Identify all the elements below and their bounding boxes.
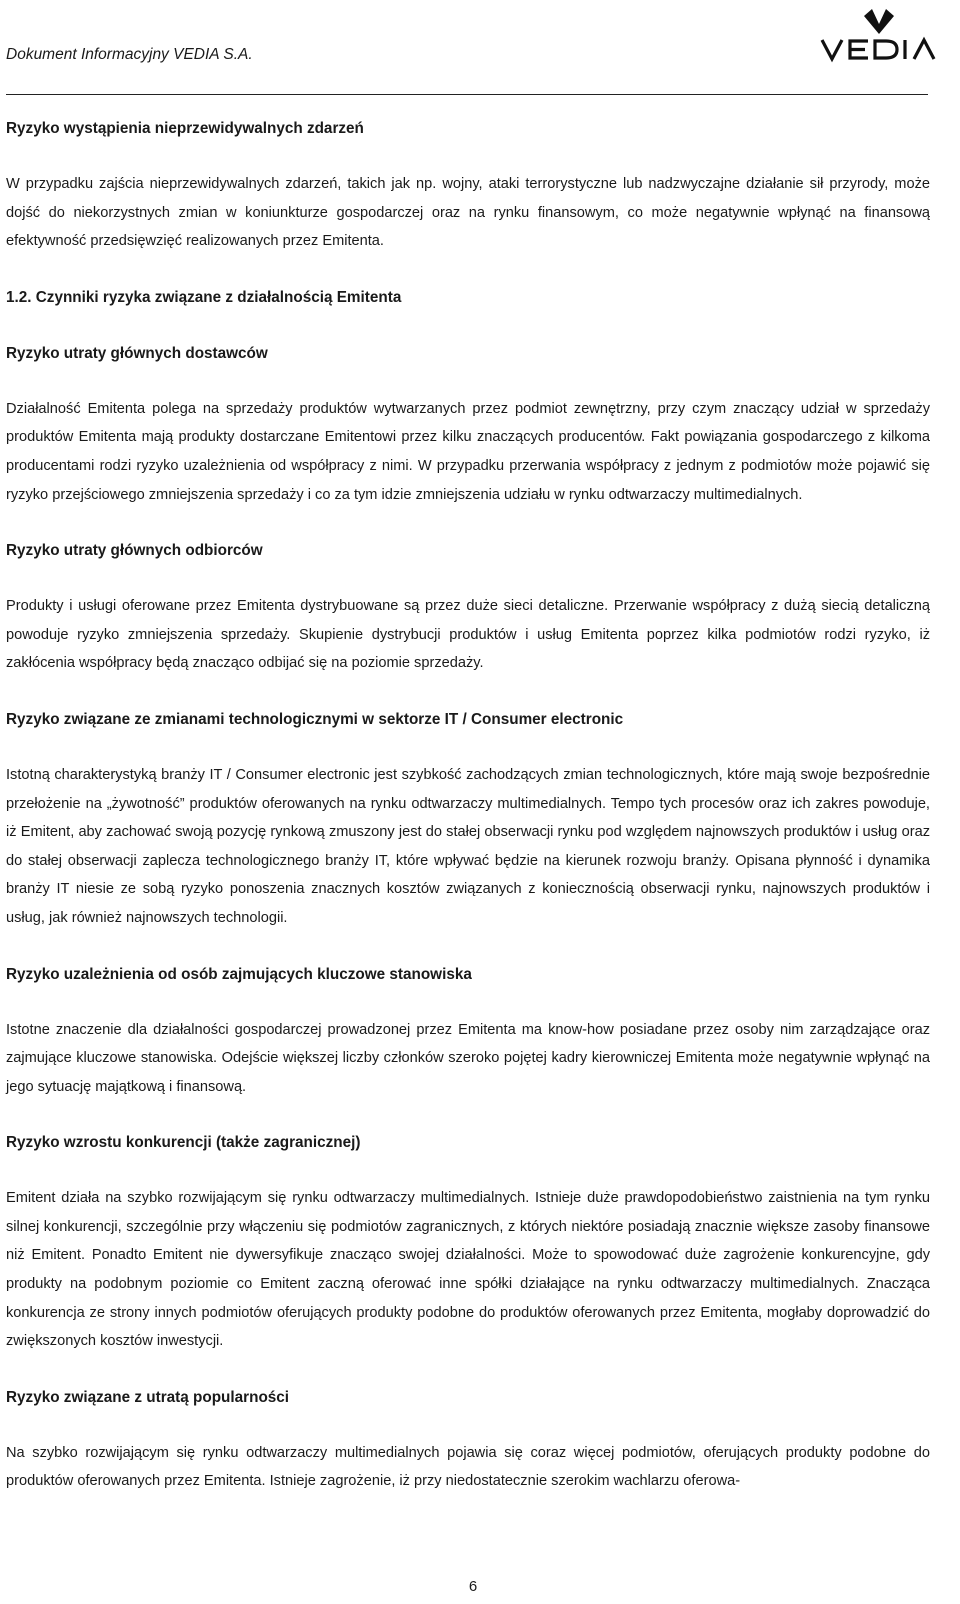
section-customers <box>6 536 930 678</box>
section-competition <box>6 1128 930 1356</box>
section-paragraph: Działalność Emitenta polega na sprzedaży produktów wytwarzanych przez podmiot zewnętrzny, przy czym znaczący udział w sprzedaży produktów Emitenta mają produkty dostarczane Emitentowi przez kilku znaczących producentów. Fakt powiązania gospodarczego z kilkoma producentami rodzi ryzyko uzależnienia od współpracy z nimi. W przypadku przerwania współpracy z jednym z podmiotów może pojawić się ryzyko przejściowego zmniejszenia sprzedaży i co za tym idzie zmniejszenia udziału w rynku odtwarzaczy multimedialnych. <box>6 400 930 503</box>
vedia-logo <box>820 4 938 64</box>
section-suppliers <box>6 339 930 509</box>
section-paragraph: W przypadku zajścia nieprzewidywalnych zdarzeń, takich jak np. wojny, ataki terrorystyczne lub nadzwyczajne działanie sił przyrody, może dojść do niekorzystnych zmian w koniunkturze gospodarczej oraz na rynku finansowym, co może negatywnie wpłynąć na finansową efektywność przedsięwzięć realizowanych przez Emitenta. <box>6 176 930 250</box>
section-popularity <box>6 1383 930 1496</box>
header-divider <box>6 94 928 95</box>
section-paragraph: Na szybko rozwijającym się rynku odtwarzaczy multimedialnych pojawia się coraz więcej podmiotów, oferujących produkty podobne do produktów oferowanych przez Emitenta. Istnieje zagrożenie, iż przy niedostatecznie szerokim wachlarzu oferowa- <box>6 1444 930 1490</box>
document-title: Dokument Informacyjny VEDIA S.A. <box>6 46 253 63</box>
page-header <box>0 0 960 98</box>
section-technology <box>6 705 930 933</box>
page-number: 6 <box>468 1578 478 1595</box>
section-heading: Ryzyko utraty głównych dostawców <box>6 344 268 362</box>
section-unpredictable-events <box>6 114 930 256</box>
section-heading: Ryzyko uzależnienia od osób zajmujących kluczowe stanowiska <box>6 965 472 983</box>
section-paragraph: Produkty i usługi oferowane przez Emitenta dystrybuowane są przez duże sieci detaliczne. Przerwanie współpracy z dużą siecią detaliczną powoduje ryzyko zmniejszenia sprzedaży. Skupienie dystrybucji produktów i usług Emitenta poprzez kilka podmiotów rodzi ryzyko, iż zakłócenia współpracy będą znacząco odbijać się na poziomie sprzedaży. <box>6 598 930 672</box>
section-heading: Ryzyko związane z utratą popularności <box>6 1388 290 1406</box>
section-key-persons <box>6 960 930 1102</box>
chapter-heading: 1.2. Czynniki ryzyka związane z działalnością Emitenta <box>6 288 402 306</box>
section-paragraph: Emitent działa na szybko rozwijającym się rynku odtwarzaczy multimedialnych. Istnieje duże prawdopodobieństwo zaistnienia na tym rynku silnej konkurencji, szczególnie przy włączeniu się podmiotów zagranicznych, z których niektóre posiadają znacznie większe zasoby finansowe niż Emitent. Ponadto Emitent nie dywersyfikuje znacząco swojej działalności. Może to spowodować duże zagrożenie konkurencyjne, gdy produkty na podobnym poziomie co Emitent zaczną oferować inne spółki działające na rynku odtwarzaczy multimedialnych. Znacząca konkurencja ze strony innych podmiotów oferujących produkty podobne do produktów oferowanych przez Emitenta, mogłaby doprowadzić do zwiększonych kosztów inwestycji. <box>6 1190 930 1350</box>
section-heading: Ryzyko wzrostu konkurencji (także zagranicznej) <box>6 1134 361 1152</box>
section-issuer-risks <box>6 283 930 312</box>
section-heading: Ryzyko związane ze zmianami technologicznymi w sektorze IT / Consumer electronic <box>6 710 624 728</box>
section-paragraph: Istotne znaczenie dla działalności gospodarczej prowadzonej przez Emitenta ma know-how posiadane przez osoby nim zarządzające oraz zajmujące kluczowe stanowiska. Odejście większej liczby członków szeroko pojętej kadry kierowniczej Emitenta może negatywnie wpłynąć na jego sytuację majątkową i finansową. <box>6 1021 930 1095</box>
section-paragraph: Istotną charakterystyką branży IT / Consumer electronic jest szybkość zachodzących zmian technologicznych, które mają swoje bezpośrednie przełożenie na „żywotność” produktów oferowanych na rynku odtwarzaczy multimedialnych. Tempo tych procesów oraz ich zakres powoduje, iż Emitent, aby zachować swoją pozycję rynkową zmuszony jest do stałej obserwacji rynku pod względem najnowszych produktów i usług oraz do stałej obserwacji zaplecza technologicznego branży IT, które wpływać będzie na kierunek rozwoju branży. Opisana płynność i dynamika branży IT niesie ze sobą ryzyko ponoszenia znacznych kosztów związanych z koniecznością obserwacji rynku, najnowszych produktów i usług, jak również najnowszych technologii. <box>6 766 930 926</box>
section-heading: Ryzyko utraty głównych odbiorców <box>6 542 263 560</box>
document-body <box>6 114 930 1523</box>
section-heading: Ryzyko wystąpienia nieprzewidywalnych zdarzeń <box>6 120 364 137</box>
